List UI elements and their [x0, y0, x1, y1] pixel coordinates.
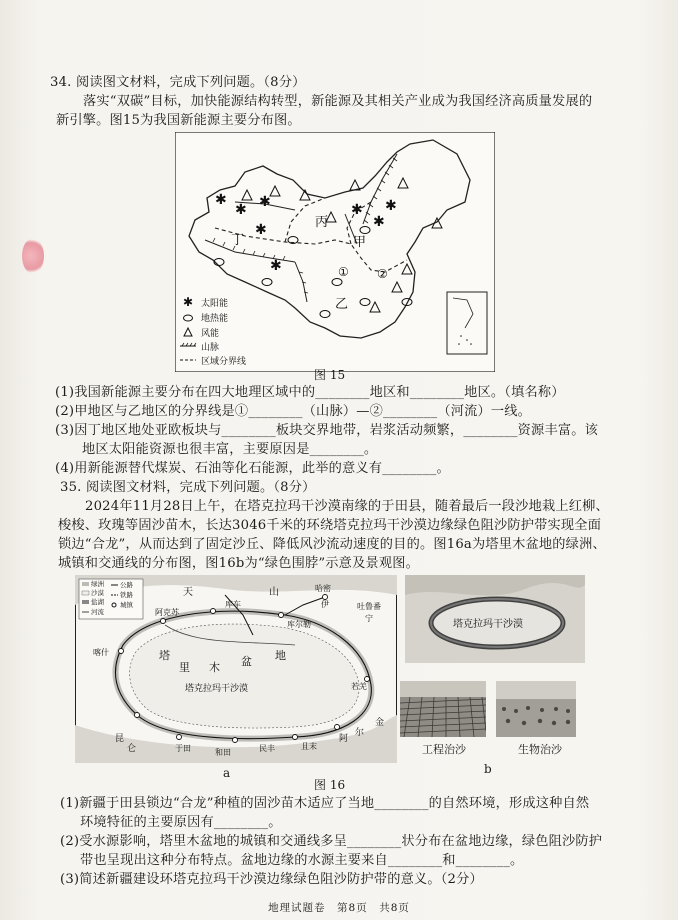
fig16a-sublabel: a: [223, 766, 231, 780]
svg-text:✱: ✱: [235, 202, 247, 218]
region-label-yi: 乙: [335, 297, 349, 312]
svg-text:✱: ✱: [215, 192, 227, 208]
q35-intro-line2: 梭梭、玫瑰等固沙苗木，长达3046千米的环绕塔克拉玛干沙漠边缘绿色阻沙防护带实现全面: [58, 518, 602, 533]
svg-text:铁路: 铁路: [120, 591, 133, 599]
svg-text:木: 木: [209, 661, 220, 674]
svg-text:阿克苏: 阿克苏: [155, 608, 179, 617]
svg-text:尔: 尔: [355, 728, 365, 738]
svg-text:且末: 且末: [301, 742, 317, 751]
q35-sub2-line1: (2)受水源影响，塔里木盆地的城镇和交通线多呈________状分布在盆地边缘，绿色阻沙防护: [60, 834, 603, 849]
fig16b-sublabel: b: [484, 762, 492, 776]
marker-1: ①: [338, 265, 349, 279]
q34-intro-line1: 落实“双碳”目标，加快能源结构转型，新能源及其相关产业成为我国经济高质量发展的: [83, 94, 593, 109]
svg-text:仑: 仑: [127, 744, 137, 754]
svg-text:✱: ✱: [255, 222, 267, 238]
q35-sub2-line2: 带也呈现出这种分布特点。盆地边缘的水源主要来自________和________。: [80, 853, 524, 868]
q35-title: 35. 阅读图文材料，完成下列问题。（8分）: [60, 480, 316, 495]
page-footer: 地理试题卷 第8页 共8页: [268, 902, 410, 914]
engineering-sand-control-photo: [400, 681, 486, 737]
green-scarf-diagram: [405, 575, 585, 663]
svg-text:金: 金: [375, 718, 385, 728]
biological-caption: 生物治沙: [518, 743, 562, 756]
svg-text:塔克拉玛干沙漠: 塔克拉玛干沙漠: [185, 684, 249, 694]
marker-2: ②: [377, 267, 388, 281]
svg-text:河流: 河流: [91, 608, 104, 616]
china-new-energy-map: [175, 132, 495, 372]
region-label-jia: 甲: [353, 235, 367, 250]
svg-text:若羌: 若羌: [351, 682, 367, 691]
svg-text:公路: 公路: [120, 581, 133, 589]
tarim-basin-map: [75, 575, 397, 763]
svg-text:塔: 塔: [159, 649, 170, 662]
q35-intro-line4: 城镇和交通线的分布图，图16b为“绿色围脖”示意及景观图。: [58, 556, 420, 571]
svg-text:山脉: 山脉: [201, 343, 220, 353]
svg-text:和田: 和田: [215, 748, 231, 757]
svg-text:哈密: 哈密: [315, 584, 331, 593]
svg-text:地: 地: [275, 649, 286, 662]
region-label-ding: 丁: [231, 233, 245, 248]
svg-text:昆: 昆: [115, 734, 125, 744]
svg-text:✱: ✱: [259, 194, 271, 210]
svg-text:库车: 库车: [225, 600, 241, 609]
svg-text:宁: 宁: [365, 614, 373, 623]
svg-text:盆: 盆: [241, 655, 252, 668]
svg-text:喀什: 喀什: [93, 648, 109, 657]
svg-text:库尔勒: 库尔勒: [287, 620, 311, 629]
fig16-caption: 图 16: [314, 778, 346, 792]
svg-text:伊: 伊: [321, 600, 329, 609]
svg-text:✱: ✱: [385, 198, 397, 214]
svg-text:吐鲁番: 吐鲁番: [357, 602, 381, 611]
svg-text:绿洲: 绿洲: [91, 580, 104, 588]
svg-text:地热能: 地热能: [201, 314, 229, 324]
region-label-bing: 丙: [315, 215, 329, 230]
svg-text:✱: ✱: [270, 258, 282, 274]
fig15-caption: 图 15: [314, 368, 346, 382]
q34-sub2: (2)甲地区与乙地区的分界线是①________（山脉）—②________（河流）一线。: [55, 404, 532, 419]
q34-sub4: (4)用新能源替代煤炭、石油等化石能源，此举的意义有________。: [55, 461, 450, 476]
engineering-caption: 工程治沙: [422, 743, 466, 756]
svg-text:城镇: 城镇: [120, 601, 133, 609]
q35-sub1-line1: (1)新疆于田县锁边“合龙”种植的固沙苗木适应了当地________的自然环境，形成这种自然: [60, 796, 590, 811]
q34-title: 34. 阅读图文材料，完成下列问题。（8分）: [50, 75, 306, 90]
svg-text:山: 山: [269, 587, 279, 598]
q35-intro-line1: 2024年11月28日上午，在塔克拉玛干沙漠南缘的于田县，随着最后一段沙地栽上红柳、: [85, 499, 609, 514]
svg-text:盐湖: 盐湖: [91, 598, 104, 606]
q35-sub3: (3)简述新疆建设环塔克拉玛干沙漠边缘绿色阻沙防护带的意义。（2分）: [60, 872, 483, 887]
desert-label: 塔克拉玛干沙漠: [453, 619, 523, 630]
q35-intro-line3: 锁边“合龙”，从而达到了固定沙丘、降低风沙流动速度的目的。图16a为塔里木盆地的绿洲、: [58, 537, 606, 552]
q35-sub1-line2: 环境特征的主要原因有________。: [80, 815, 282, 830]
svg-text:✱: ✱: [373, 214, 385, 230]
svg-text:天: 天: [183, 587, 193, 598]
svg-text:✱: ✱: [183, 295, 194, 309]
svg-text:阿: 阿: [339, 734, 349, 744]
q34-sub3-line2: 地区太阳能资源也很丰富，主要原因是________。: [82, 442, 378, 457]
svg-text:里: 里: [179, 661, 190, 674]
q34-intro-line2: 新引擎。图15为我国新能源主要分布图。: [56, 113, 301, 128]
svg-text:沙漠: 沙漠: [91, 589, 104, 597]
svg-text:风能: 风能: [201, 329, 220, 339]
q34-sub1: (1)我国新能源主要分布在四大地理区域中的________地区和________地区。（填名称）: [55, 385, 565, 400]
svg-text:区域分界线: 区域分界线: [201, 357, 247, 367]
finger-shadow: [22, 238, 44, 274]
svg-text:于田: 于田: [175, 744, 191, 753]
svg-text:太阳能: 太阳能: [201, 299, 229, 309]
q34-sub3-line1: (3)因丁地区地处亚欧板块与________板块交界地带，岩浆活动频繁，________资源丰富。该: [55, 423, 598, 438]
svg-text:民丰: 民丰: [259, 744, 275, 753]
biological-sand-control-photo: [496, 681, 576, 737]
svg-text:✱: ✱: [351, 202, 363, 218]
